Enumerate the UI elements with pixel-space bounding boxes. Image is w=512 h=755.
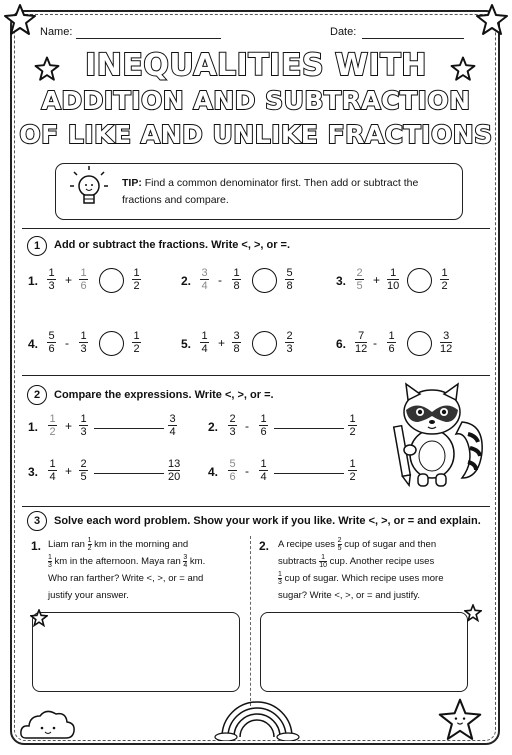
smiling-star-icon [436,697,484,743]
numerator: 5 [48,330,55,342]
numerator: 1 [349,413,356,425]
fraction: $\frac{2}{5}$ [337,536,342,552]
numerator: 3 [201,267,208,279]
compare-circle[interactable] [99,268,124,293]
problem-number: 4. [28,337,39,351]
numerator: 1 [49,458,56,470]
fraction [259,458,268,483]
problem-number: 3. [28,465,39,479]
numerator: 1 [80,330,87,342]
numerator: 1 [441,267,448,279]
fraction [79,458,88,483]
fraction: $\frac{1}{2}$ [87,536,92,552]
denominator: 4 [260,471,267,483]
section-divider [22,375,490,376]
fraction [132,267,141,292]
fraction [348,413,357,438]
numerator: 7 [358,330,365,342]
operator: - [218,273,222,287]
problem-divider [250,536,251,706]
compare-circle[interactable] [252,268,277,293]
denominator: 4 [201,343,208,355]
fraction [79,330,88,355]
denominator: 4 [201,280,208,292]
fraction [232,330,241,355]
section-divider [22,228,490,229]
cloud-icon [18,704,78,744]
problem-number: 2. [208,420,219,434]
numerator: 1 [233,267,240,279]
operator: + [373,273,381,287]
lightbulb-icon [62,165,112,217]
denominator: 12 [355,343,368,355]
star-icon [475,3,509,37]
word-problem-2-text: A recipe uses $\frac{2}{5}$ cup of sugar and then subtracts $\frac{1}{10}$ cup. Another recipe uses $\frac{1}{3}$ cup of sugar. Which recipe uses more sugar? Write <, >, or = and justify. [278,536,444,601]
operator: + [65,464,73,478]
raccoon-illustration [384,382,490,490]
answer-box-1[interactable] [32,612,240,692]
tip-text: TIP: Find a common denominator first. Then add or subtract the fractions and compare. [122,177,419,206]
denominator: 6 [388,343,395,355]
word-problem-1-number: 1. [31,539,42,553]
numerator: 2 [229,413,236,425]
numerator: 1 [201,330,208,342]
numerator: 2 [356,267,363,279]
problem-number: 2. [181,274,192,288]
denominator: 2 [349,471,356,483]
numerator: 1 [390,267,397,279]
fraction [440,267,449,292]
fraction [228,413,237,438]
denominator: 5 [80,471,87,483]
fraction [132,330,141,355]
rainbow-icon [214,697,300,741]
title-line-2: ADDITION AND SUBTRACTION [41,86,471,115]
denominator: 6 [260,426,267,438]
numerator: 1 [133,267,140,279]
numerator: 1 [80,267,87,279]
numerator: 1 [133,330,140,342]
denominator: 2 [441,280,448,292]
fraction [47,267,56,292]
numerator: 13 [168,458,181,470]
star-icon [30,609,48,627]
denominator: 5 [356,280,363,292]
denominator: 8 [233,280,240,292]
word-problem-1-text: Liam ran $\frac{1}{2}$ km in the morning and $\frac{1}{3}$ km in the afternoon. Maya ran $\frac{3}{4}$ km. Who ran farther? Write <, >, or = and justify your answer. [48,536,206,601]
compare-circle[interactable] [407,331,432,356]
numerator: 3 [233,330,240,342]
numerator: 1 [260,413,267,425]
denominator: 8 [233,343,240,355]
fraction [48,413,57,438]
numerator: 1 [49,413,56,425]
operator: - [245,419,249,433]
numerator: 1 [349,458,356,470]
fraction [47,330,56,355]
fraction [79,413,88,438]
numerator: 2 [286,330,293,342]
numerator: 2 [80,458,87,470]
denominator: 8 [286,280,293,292]
denominator: 20 [168,471,181,483]
operator: - [373,336,377,350]
fraction [387,267,399,292]
fraction [440,330,452,355]
compare-circle[interactable] [99,331,124,356]
fraction [285,330,294,355]
numerator: 3 [443,330,450,342]
answer-blank[interactable] [94,473,164,474]
compare-circle[interactable] [252,331,277,356]
fraction [228,458,237,483]
fraction [168,413,177,438]
section-3-number: 3 [27,511,47,531]
numerator: 1 [48,267,55,279]
problem-number: 6. [336,337,347,351]
fraction: $\frac{3}{4}$ [183,553,188,569]
fraction [200,267,209,292]
denominator: 3 [80,343,87,355]
section-1-instruction: Add or subtract the fractions. Write <, >, or =. [54,239,291,251]
denominator: 3 [286,343,293,355]
denominator: 2 [349,426,356,438]
fraction [79,267,88,292]
numerator: 1 [80,413,87,425]
section-2-instruction: Compare the expressions. Write <, >, or =. [54,389,274,401]
denominator: 10 [387,280,400,292]
fraction [259,413,268,438]
problem-number: 1. [28,420,39,434]
fraction [200,330,209,355]
denominator: 6 [229,471,236,483]
numerator: 5 [286,267,293,279]
fraction [48,458,57,483]
problem-number: 1. [28,274,39,288]
answer-blank[interactable] [274,428,344,429]
word-problem-2-number: 2. [259,539,270,553]
problem-number: 5. [181,337,192,351]
operator: + [218,336,226,350]
fraction [285,267,294,292]
denominator: 4 [169,426,176,438]
denominator: 2 [133,280,140,292]
denominator: 3 [229,426,236,438]
star-icon [464,604,482,622]
section-divider [22,506,490,507]
answer-blank[interactable] [274,473,344,474]
fraction [355,330,367,355]
section-3-instruction: Solve each word problem. Show your work if you like. Write <, >, or = and explain. [54,515,481,527]
denominator: 4 [49,471,56,483]
date-label: Date: [330,26,357,38]
operator: - [65,336,69,350]
numerator: 5 [229,458,236,470]
denominator: 2 [49,426,56,438]
denominator: 6 [48,343,55,355]
denominator: 6 [80,280,87,292]
title-line-3: OF LIKE AND UNLIKE FRACTIONS [19,120,493,149]
denominator: 12 [440,343,453,355]
denominator: 3 [80,426,87,438]
fraction: $\frac{1}{10}$ [319,553,327,569]
fraction: $\frac{1}{3}$ [278,570,282,586]
fraction [168,458,180,483]
answer-box-2[interactable] [260,612,468,692]
denominator: 3 [48,280,55,292]
fraction [232,267,241,292]
name-field[interactable] [76,38,221,39]
denominator: 2 [133,343,140,355]
compare-circle[interactable] [407,268,432,293]
operator: + [65,273,73,287]
problem-number: 3. [336,274,347,288]
numerator: 1 [388,330,395,342]
star-icon [3,3,37,37]
problem-number: 4. [208,465,219,479]
operator: + [65,419,73,433]
name-label: Name: [40,26,73,38]
operator: - [245,464,249,478]
numerator: 1 [260,458,267,470]
fraction: $\frac{1}{3}$ [48,553,52,569]
section-2-number: 2 [27,385,47,405]
fraction [355,267,364,292]
numerator: 3 [169,413,176,425]
fraction [348,458,357,483]
section-1-number: 1 [27,236,47,256]
title-line-1: INEQUALITIES WITH [85,48,427,83]
answer-blank[interactable] [94,428,164,429]
date-field[interactable] [362,38,464,39]
fraction [387,330,396,355]
